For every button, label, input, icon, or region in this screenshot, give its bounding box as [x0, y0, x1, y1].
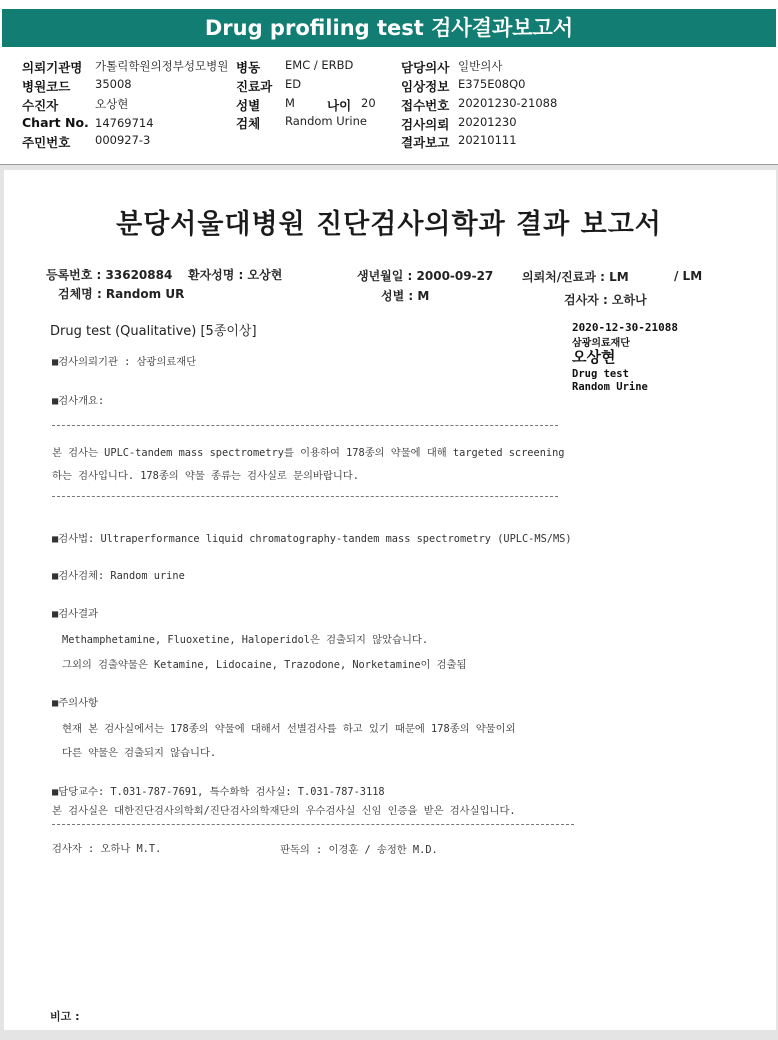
request-label: 검사의뢰 [401, 117, 450, 132]
dashed-rule [52, 824, 574, 825]
contact-line: ■담당교수: T.031-787-7691, 특수화학 검사실: T.031-787-3118 [52, 786, 385, 798]
overview-heading: ■검사개요: [52, 395, 105, 407]
patient-sex: 성별 : M [381, 289, 430, 303]
age-label: 나이 [327, 98, 352, 113]
result-line-2: 그외의 검출약물은 Ketamine, Lidocaine, Trazodone, Norketamine이 검출됨 [62, 659, 467, 671]
result-line-1: Methamphetamine, Fluoxetine, Haloperidol은 검출되지 않았습니다. [62, 634, 429, 646]
result-heading: ■검사결과 [52, 608, 98, 620]
overview-line-2: 하는 검사입니다. 178종의 약물 종류는 검사실로 문의바랍니다. [52, 470, 359, 482]
resident-no-label: 주민번호 [22, 135, 71, 150]
caution-line-1: 현재 본 검사실에서는 178종의 약물에 대해서 선별검사를 하고 있기 때문에 178종의 약물이외 [62, 723, 516, 735]
requesting-dept-secondary: / LM [674, 269, 703, 283]
age-value: 20 [361, 96, 376, 110]
report-label: 결과보고 [401, 135, 450, 150]
report-value: 20210111 [458, 133, 517, 147]
specimen-line: ■검사검체: Random urine [52, 570, 185, 582]
resident-no-value: 000927-3 [95, 133, 151, 147]
dashed-rule [52, 425, 558, 426]
institution-value: 가톨릭학원의정부성모병원 [95, 59, 229, 73]
receipt-no-label: 접수번호 [401, 98, 450, 113]
requesting-lab: ■검사의뢰기관 : 삼광의료재단 [52, 356, 197, 368]
doctor-label: 담당의사 [401, 60, 450, 75]
examinee-label: 수진자 [22, 98, 59, 113]
sex-value: M [285, 96, 295, 110]
institution-label: 의뢰기관명 [22, 60, 83, 75]
clinical-info-label: 임상정보 [401, 79, 450, 94]
chart-no-value: 14769714 [95, 116, 154, 130]
test-name: Drug test (Qualitative) [5종이상] [50, 324, 257, 339]
receipt-no-value: 20201230-21088 [458, 96, 558, 110]
clinical-info-value: E375E08Q0 [458, 77, 526, 91]
patient-info-panel [0, 56, 778, 164]
overview-line-1: 본 검사는 UPLC-tandem mass spectrometry를 이용하여 178종의 약물에 대해 targeted screening [52, 447, 565, 459]
examinee-value: 오상현 [95, 97, 129, 111]
caution-line-2: 다른 약물은 검출되지 않습니다. [62, 747, 217, 759]
chart-no-label: Chart No. [22, 115, 89, 130]
ward-value: EMC / ERBD [285, 58, 354, 72]
header-bar [0, 0, 778, 56]
divider [0, 164, 778, 165]
remarks-label: 비고 : [50, 1010, 80, 1023]
doctor-value: 일반의사 [458, 59, 503, 73]
dept-label: 진료과 [236, 79, 273, 94]
report-banner-title: Drug profiling test 검사결과보고서 [2, 9, 776, 47]
report-title: 분당서울대병원 진단검사의학과 결과 보고서 [116, 209, 662, 240]
specimen-name: 검체명 : Random UR [58, 287, 185, 301]
stamp-org: 삼광의료재단 [572, 338, 630, 349]
birth-date: 생년월일 : 2000-09-27 [357, 269, 494, 283]
specimen-value: Random Urine [285, 114, 367, 128]
hospital-code-value: 35008 [95, 77, 132, 91]
scanned-report-sheet [4, 170, 776, 1030]
certification-line: 본 검사실은 대한진단검사의학회/진단검사의학재단의 우수검사실 신임 인증을 받은 검사실입니다. [52, 805, 516, 817]
caution-heading: ■주의사항 [52, 697, 98, 709]
method-line: ■검사법: Ultraperformance liquid chromatography-tandem mass spectrometry (UPLC-MS/MS) [52, 533, 572, 545]
stamp-specimen: Random Urine [572, 381, 648, 393]
request-value: 20201230 [458, 115, 517, 129]
hospital-code-label: 병원코드 [22, 79, 71, 94]
specimen-label: 검체 [236, 116, 261, 131]
tester-signature: 검사자 : 오하나 M.T. [52, 843, 162, 855]
stamp-receipt-no: 2020-12-30-21088 [572, 321, 678, 334]
dept-value: ED [285, 77, 302, 91]
registration-no: 등록번호 : 33620884 [46, 268, 173, 282]
dashed-rule [52, 496, 558, 497]
requesting-dept: 의뢰처/진료과 : LM [522, 270, 629, 284]
stamp-test: Drug test [572, 368, 629, 380]
ward-label: 병동 [236, 60, 261, 75]
tester-header: 검사자 : 오하나 [564, 293, 647, 307]
patient-name: 환자성명 : 오상현 [188, 268, 283, 282]
stamp-patient-name: 오상현 [572, 348, 616, 366]
sex-label: 성별 [236, 98, 261, 113]
reader-signature: 판독의 : 이경훈 / 송정한 M.D. [280, 844, 438, 856]
